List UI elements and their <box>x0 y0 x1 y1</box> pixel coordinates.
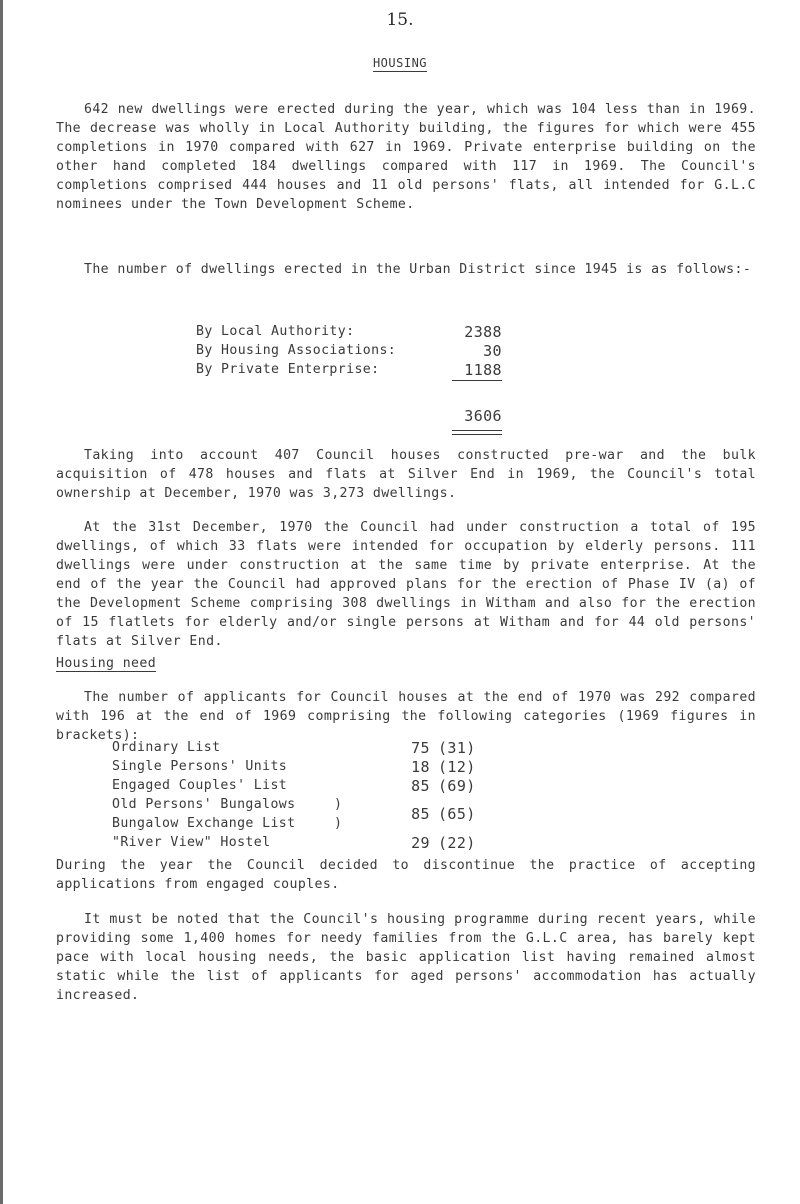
paragraph-applicants: The number of applicants for Council houses at the end of 1970 was 292 compared with 196 at the end of 1969 comprising the following categories (1969 figures in brackets): <box>56 690 756 743</box>
paragraph-since-1945: The number of dwellings erected in the Urban District since 1945 is as follows:- <box>84 262 752 277</box>
section-heading-text: HOUSING <box>372 56 428 70</box>
category-label: "River View" Hostel <box>112 835 271 850</box>
table-row <box>112 757 498 776</box>
category-count: 85 <box>411 776 430 795</box>
paragraph-ownership: Taking into account 407 Council houses constructed pre-war and the bulk acquisition of 478 houses and flats at Silver End in 1969, the Council's total ownership at December, 1970 was 3,273 dwellings. <box>56 448 756 501</box>
table-row <box>112 776 498 795</box>
dwellings-value: 30 <box>483 341 502 360</box>
section-heading <box>0 56 800 70</box>
page-edge-shadow <box>0 0 3 1204</box>
table-row <box>196 360 502 379</box>
table-row <box>196 341 502 360</box>
bracket-mark: ) <box>334 816 343 831</box>
category-previous: (12) <box>438 757 476 776</box>
total-double-underline <box>452 430 502 435</box>
table-row <box>112 738 498 757</box>
category-previous: (22) <box>438 833 476 852</box>
category-count: 29 <box>411 833 430 852</box>
dwellings-label: By Local Authority: <box>196 324 355 339</box>
bracket-mark: ) <box>334 797 343 812</box>
category-previous: (65) <box>438 805 476 823</box>
category-count: 75 <box>411 738 430 757</box>
dwellings-total: 3606 <box>464 407 502 425</box>
category-label: Ordinary List <box>112 740 221 755</box>
paragraph-engaged-couples: During the year the Council decided to discontinue the practice of accepting applications from engaged couples. <box>56 858 756 892</box>
category-count: 85 <box>411 805 430 823</box>
dwellings-label: By Housing Associations: <box>196 343 397 358</box>
dwellings-value: 1188 <box>464 360 502 379</box>
paragraph-completions: 642 new dwellings were erected during the year, which was 104 less than in 1969. The decrease was wholly in Local Authority building, the figures for which were 455 completions in 1970 compared with 627 in 1969. Private enterprise building on the other hand completed 184 dwellings compared with 117 in 1969. The Council's completions comprised 444 houses and 11 old persons' flats, all intended for G.L.C nominees under the Town Development Scheme. <box>56 102 756 212</box>
dwellings-table <box>196 322 502 379</box>
category-label: Old Persons' Bungalows <box>112 797 296 812</box>
dwellings-value: 2388 <box>464 322 502 341</box>
category-label: Single Persons' Units <box>112 759 288 774</box>
category-previous: (31) <box>438 738 476 757</box>
table-row <box>112 833 498 852</box>
category-label: Engaged Couples' List <box>112 778 288 793</box>
category-previous: (69) <box>438 776 476 795</box>
dwellings-label: By Private Enterprise: <box>196 362 380 377</box>
total-underline <box>452 380 502 381</box>
applicants-table <box>112 738 498 852</box>
page-number: 15. <box>386 10 414 30</box>
paragraph-programme: It must be noted that the Council's housing programme during recent years, while providing some 1,400 homes for needy families from the G.L.C area, has barely kept pace with local housing needs, the basic application list having remained almost static while the list of applicants for aged persons' accommodation has actually increased. <box>56 912 756 1003</box>
table-row <box>112 795 498 814</box>
category-count: 18 <box>411 757 430 776</box>
subheading-text: Housing need <box>56 656 157 671</box>
subheading-housing-need <box>56 656 156 671</box>
paragraph-construction: At the 31st December, 1970 the Council had under construction a total of 195 dwellings, of which 33 flats were intended for occupation by elderly persons. 111 dwellings were under construction at the same time by private enterprise. At the end of the year the Council had approved plans for the erection of Phase IV (a) of the Development Scheme comprising 308 dwellings in Witham and also for the erection of 15 flatlets for elderly and/or single persons at Witham and for 44 old persons' flats at Silver End. <box>56 520 756 649</box>
category-label: Bungalow Exchange List <box>112 816 296 831</box>
table-row <box>196 322 502 341</box>
